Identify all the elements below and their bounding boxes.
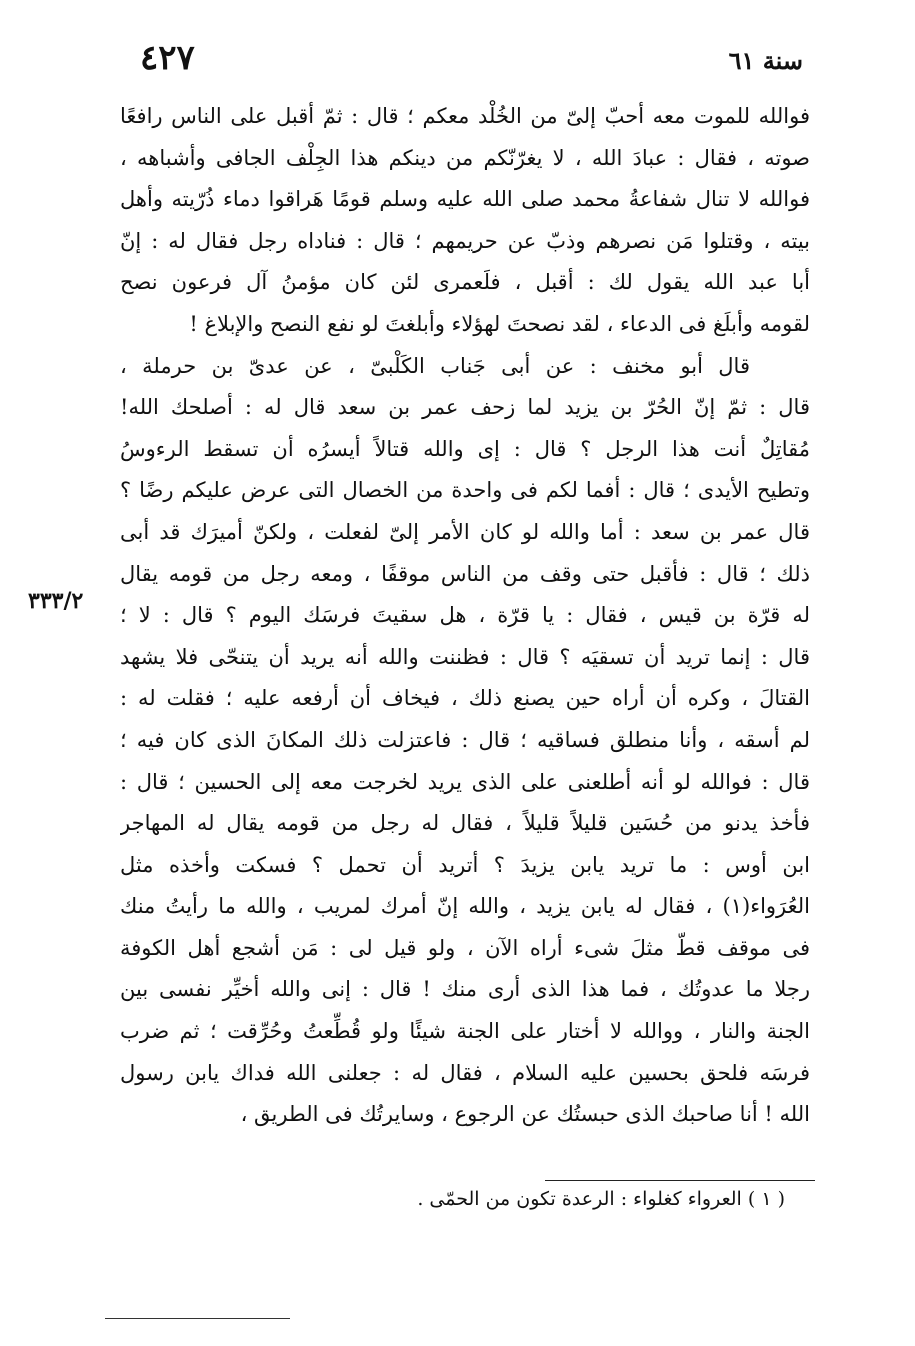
text-line: قال : فوالله لو أنه أطلعنى على الذى يريد لخرجت معه إلى الحسين ؛ قال : bbox=[120, 769, 810, 794]
text-line: ابن أوس : ما تريد يابن يزيدَ ؟ أتريد أن تحمل ؟ فسكت وأخذه مثل bbox=[120, 852, 810, 877]
text-line: قال : إنما تريد أن تسقيَه ؟ قال : فظننت والله أنه يريد أن يتنحّى فلا يشهد bbox=[120, 644, 810, 669]
text-line: فوالله للموت معه أحبّ إلىّ من الخُلْد معكم ؛ قال : ثمّ أقبل على الناس رافعًا bbox=[120, 104, 810, 128]
page-number: ٤٢٧ bbox=[140, 38, 195, 78]
bottom-divider bbox=[105, 1318, 290, 1319]
text-line: صوته ، فقال : عبادَ الله ، لا يغرّنّكم من دينكم هذا الجِلْف الجافى وأشباهه ، bbox=[120, 145, 810, 170]
running-head: سنة ٦١ bbox=[728, 46, 803, 75]
text-line: فوالله لا تنال شفاعةُ محمد صلى الله عليه وسلم قومًا هَراقوا دماء ذُرّيته وأهل bbox=[120, 187, 810, 212]
text-line: فى موقف قطّ مثلَ شىء أراه الآن ، ولو قيل لى : مَن أشجع أهل الكوفة bbox=[120, 935, 810, 960]
text-line: وتطيح الأيدى ؛ قال : أفما لكم فى واحدة من الخصال التى عرض عليكم رضًا ؟ bbox=[120, 478, 810, 503]
text-line: العُرَواء(١) ، فقال له يابن يزيد ، والله إنّ أمرك لمريب ، والله ما رأيتُ منك bbox=[120, 894, 810, 919]
text-line: قال أبو مخنف : عن أبى جَناب الكَلْبىّ ، عن عدىّ بن حرملة ، bbox=[120, 353, 750, 378]
text-line: لقومه وأبلَغ فى الدعاء ، لقد نصحتَ لهؤلاء وأبلغتَ لو نفع النصح والإبلاغ ! bbox=[189, 311, 810, 336]
text-line: فرسَه فلحق بحسين عليه السلام ، فقال له : جعلنى الله فداك يابن رسول bbox=[120, 1060, 810, 1085]
text-line: له قرّة بن قيس ، فقال : يا قرّة ، هل سقيتَ فرسَك اليوم ؟ قال : لا ؛ bbox=[120, 603, 810, 628]
text-line: قال : ثمّ إنّ الحُرّ بن يزيد لما زحف عمر بن سعد قال له : أصلحك الله! bbox=[120, 395, 810, 420]
text-line: ذلك ؛ قال : فأقبل حتى وقف من الناس موقفًا ، ومعه رجل من قومه يقال bbox=[120, 561, 810, 586]
margin-reference: ٣٣٣/٢ bbox=[28, 588, 84, 614]
text-line: الجنة والنار ، ووالله لا أختار على الجنة شيئًا ولو قُطِّعتُ وحُرِّقت ؛ ثم ضرب bbox=[120, 1019, 810, 1044]
footnote: ( ١ ) العرواء كغلواء : الرعدة تكون من الحمّى . bbox=[417, 1188, 785, 1210]
text-line: القتالَ ، وكره أن أراه حين يصنع ذلك ، فيخاف أن أرفعه عليه ؛ فقلت له : bbox=[120, 686, 810, 711]
main-text bbox=[120, 96, 810, 1136]
text-line: مُقاتِلٌ أنت هذا الرجل ؟ قال : إى والله قتالاً أيسرُه أن تسقط الرءوسُ bbox=[120, 436, 810, 461]
text-line: قال عمر بن سعد : أما والله لو كان الأمر إلىّ لفعلت ، ولكنّ أميرَك قد أبى bbox=[120, 519, 810, 544]
text-line: الله ! أنا صاحبك الذى حبستُك عن الرجوع ، وسايرتُك فى الطريق ، bbox=[240, 1102, 810, 1127]
text-line: لم أسقه ، وأنا منطلق فساقيه ؛ قال : فاعتزلت ذلك المكانَ الذى كان فيه ؛ bbox=[120, 727, 810, 752]
text-line: رجلا ما عدوتُك ، فما هذا الذى أرى منك ! قال : إنى والله أخيِّر نفسى بين bbox=[120, 977, 810, 1002]
text-line: بيته ، وقتلوا مَن نصرهم وذبّ عن حريمهم ؛ قال : فناداه رجل فقال له : إنّ bbox=[120, 228, 810, 253]
text-line: أبا عبد الله يقول لك : أقبل ، فلَعمرى لئن كان مؤمنُ آل فرعون نصح bbox=[120, 270, 810, 295]
footnote-divider bbox=[545, 1180, 815, 1181]
text-line: فأخذ يدنو من حُسَين قليلاً قليلاً ، فقال له رجل من قومه يقال له المهاجر bbox=[120, 811, 810, 836]
